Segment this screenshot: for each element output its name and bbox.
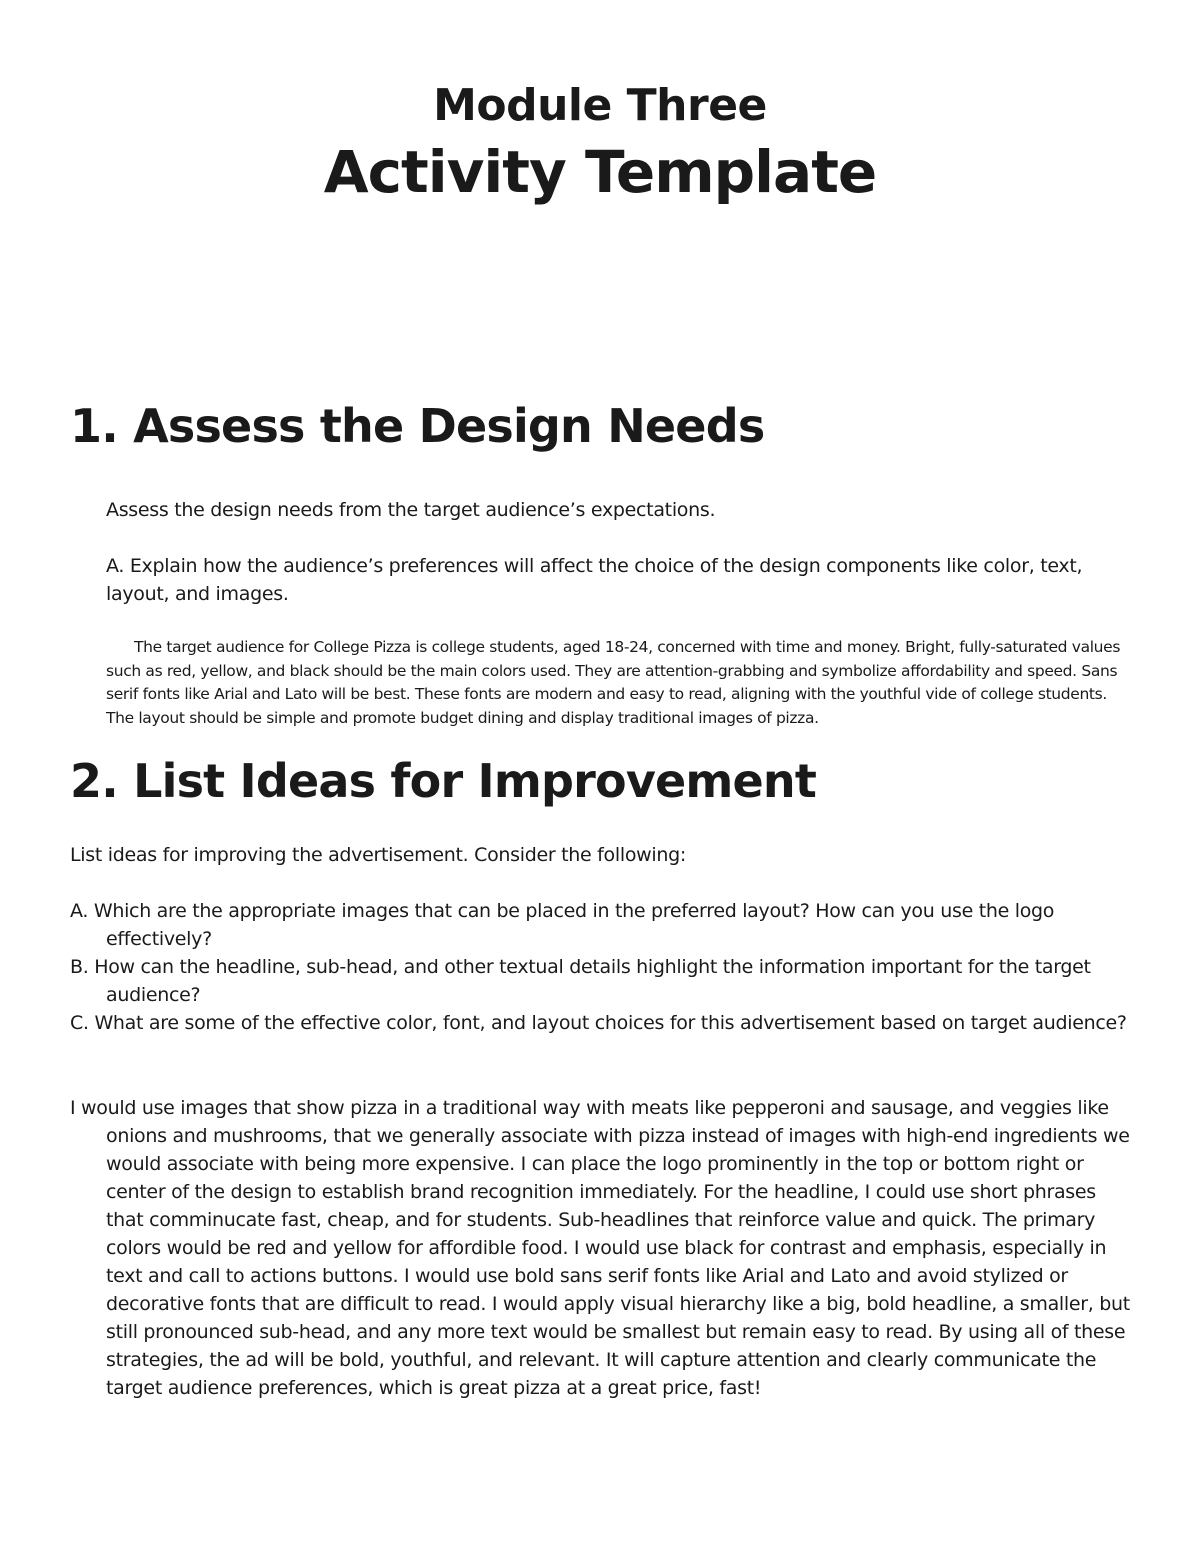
section-1-question-a: A. Explain how the audience’s preferences will affect the choice of the design components like color, text, layout, and images. <box>106 555 1083 605</box>
section-2-question-a: A. Which are the appropriate images that can be placed in the preferred layout? How can you use the logo effectively? <box>70 900 1055 950</box>
section-2-intro: List ideas for improving the advertisement. Consider the following: <box>70 844 686 866</box>
section-2-question-c: C. What are some of the effective color, font, and layout choices for this advertisement based on target audience? <box>70 1012 1127 1034</box>
section-1-answer: The target audience for College Pizza is college students, aged 18-24, concerned with time and money. Bright, fully-saturated values such as red, yellow, and black should be the main colors used. They are attention-grabbing and symbolize affordability and speed. Sans serif fonts like Arial and Lato will be best. These fonts are modern and easy to read, aligning with the youthful vide of college students. The layout should be simple and promote budget dining and display traditional images of pizza. <box>106 638 1121 727</box>
section-2-question-b: B. How can the headline, sub-head, and other textual details highlight the information important for the target audience? <box>70 956 1091 1006</box>
section-2-answer: I would use images that show pizza in a traditional way with meats like pepperoni and sausage, and veggies like onions and mushrooms, that we generally associate with pizza instead of images with high-end ingredients we would associate with being more expensive. I can place the logo prominently in the top or bottom right or center of the design to establish brand recognition immediately. For the headline, I could use short phrases that comminucate fast, cheap, and for students. Sub-headlines that reinforce value and quick. The primary colors would be red and yellow for affordible food. I would use black for contrast and emphasis, especially in text and call to actions buttons. I would use bold sans serif fonts like Arial and Lato and avoid stylized or decorative fonts that are difficult to read. I would apply visual hierarchy like a big, bold headline, a smaller, but still pronounced sub-head, and any more text would be smallest but remain easy to read. By using all of these strategies, the ad will be bold, youthful, and relevant. It will capture attention and clearly communicate the target audience preferences, which is great pizza at a great price, fast! <box>70 1097 1130 1399</box>
section-1-heading: 1. Assess the Design Needs <box>70 399 765 453</box>
module-title: Module Three <box>433 80 767 131</box>
activity-title: Activity Template <box>323 138 877 206</box>
section-1-intro: Assess the design needs from the target audience’s expectations. <box>106 499 716 521</box>
section-2-heading: 2. List Ideas for Improvement <box>70 754 817 808</box>
title-block <box>0 78 1200 210</box>
